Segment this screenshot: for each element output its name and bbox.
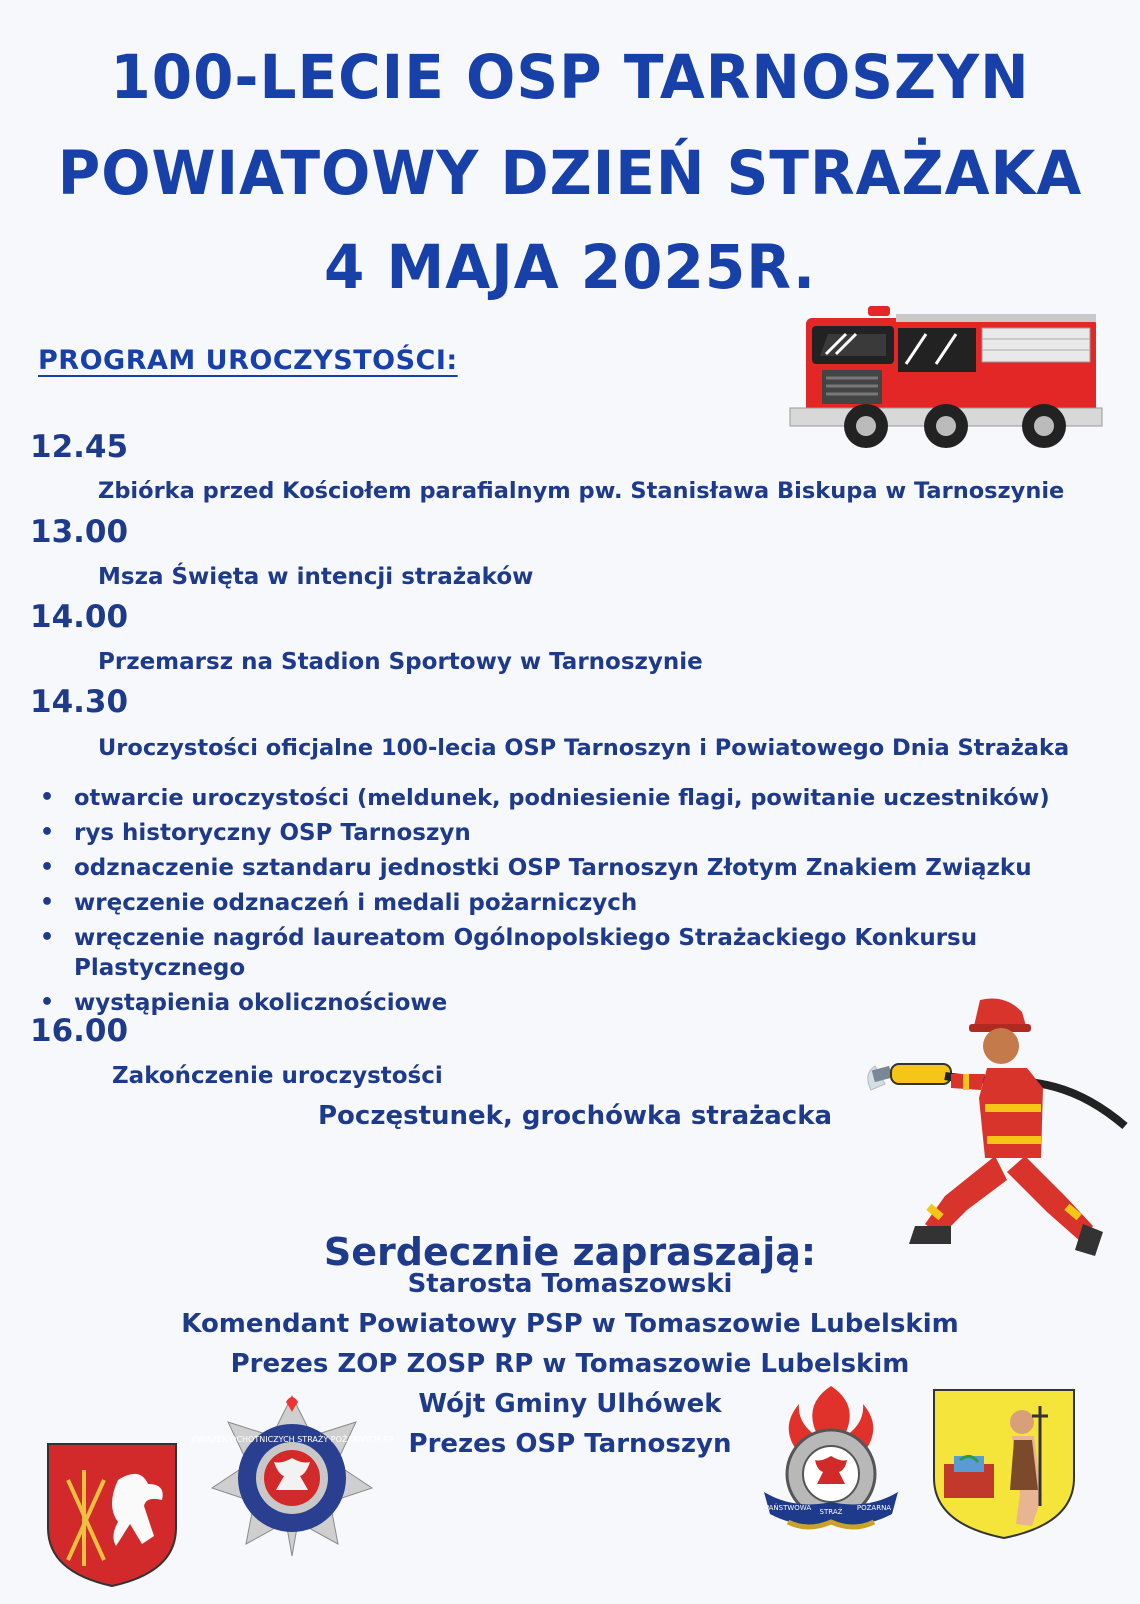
desc-1300: Msza Święta w intencji strażaków xyxy=(98,564,534,590)
refreshments-text: Poczęstunek, grochówka strażacka xyxy=(318,1101,833,1131)
organizer-2: Komendant Powiatowy PSP w Tomaszowie Lubelskim xyxy=(181,1309,959,1339)
fire-truck-icon xyxy=(786,304,1106,454)
title-line-3: 4 MAJA 2025R. xyxy=(323,231,816,303)
organizer-3: Prezes ZOP ZOSP RP w Tomaszowie Lubelskim xyxy=(230,1349,910,1379)
time-1600: 16.00 xyxy=(30,1013,129,1049)
list-item: • otwarcie uroczystości (meldunek, podniesienie flagi, powitanie uczestników) xyxy=(40,783,1110,813)
title-line-1: 100-LECIE OSP TARNOSZYN xyxy=(110,41,1030,113)
firefighter-icon xyxy=(855,996,1135,1256)
program-bullet-list xyxy=(40,783,1110,1023)
time-1430: 14.30 xyxy=(30,684,129,720)
list-item: • odznaczenie sztandaru jednostki OSP Tarnoszyn Złotym Znakiem Związku xyxy=(40,853,1110,883)
desc-1600: Zakończenie uroczystości xyxy=(112,1063,443,1089)
zosp-emblem-icon xyxy=(190,1392,394,1560)
psp-ribbon-text-1: PAŃSTWOWA xyxy=(764,1504,812,1512)
list-item: • rys historyczny OSP Tarnoszyn xyxy=(40,818,1110,848)
psp-ribbon-text-3: POŻARNA xyxy=(856,1504,892,1512)
desc-1245: Zbiórka przed Kościołem parafialnym pw. Stanisława Biskupa w Tarnoszynie xyxy=(98,478,1065,504)
time-1245: 12.45 xyxy=(30,429,129,465)
zosp-ring-text: ZWIĄZEK OCHOTNICZYCH STRAŻY POŻARNYCH RP xyxy=(190,1435,394,1444)
organizer-5: Prezes OSP Tarnoszyn xyxy=(408,1429,732,1459)
ulhowek-commune-coat-of-arms-icon xyxy=(930,1386,1078,1542)
program-heading: PROGRAM UROCZYSTOŚCI: xyxy=(38,345,458,376)
desc-1430: Uroczystości oficjalne 100-lecia OSP Tarnoszyn i Powiatowego Dnia Strażaka xyxy=(98,735,1070,761)
invite-heading: Serdecznie zapraszają: xyxy=(323,1230,817,1274)
county-coat-of-arms-icon xyxy=(44,1440,180,1590)
list-item: • wręczenie nagród laureatom Ogólnopolskiego Strażackiego Konkursu Plastycznego xyxy=(40,923,1004,983)
time-1400: 14.00 xyxy=(30,599,129,635)
list-item: • wręczenie odznaczeń i medali pożarniczych xyxy=(40,888,1110,918)
desc-1400: Przemarsz na Stadion Sportowy w Tarnoszynie xyxy=(98,649,703,675)
organizer-1: Starosta Tomaszowski xyxy=(407,1269,733,1299)
title-line-2: POWIATOWY DZIEŃ STRAŻAKA xyxy=(57,137,1083,209)
psp-ribbon-text-2: STRAŻ xyxy=(819,1508,843,1516)
list-item: • wystąpienia okolicznościowe xyxy=(40,988,1110,1018)
time-1300: 13.00 xyxy=(30,514,129,550)
organizer-4: Wójt Gminy Ulhówek xyxy=(418,1389,722,1419)
psp-emblem-icon xyxy=(758,1382,904,1538)
